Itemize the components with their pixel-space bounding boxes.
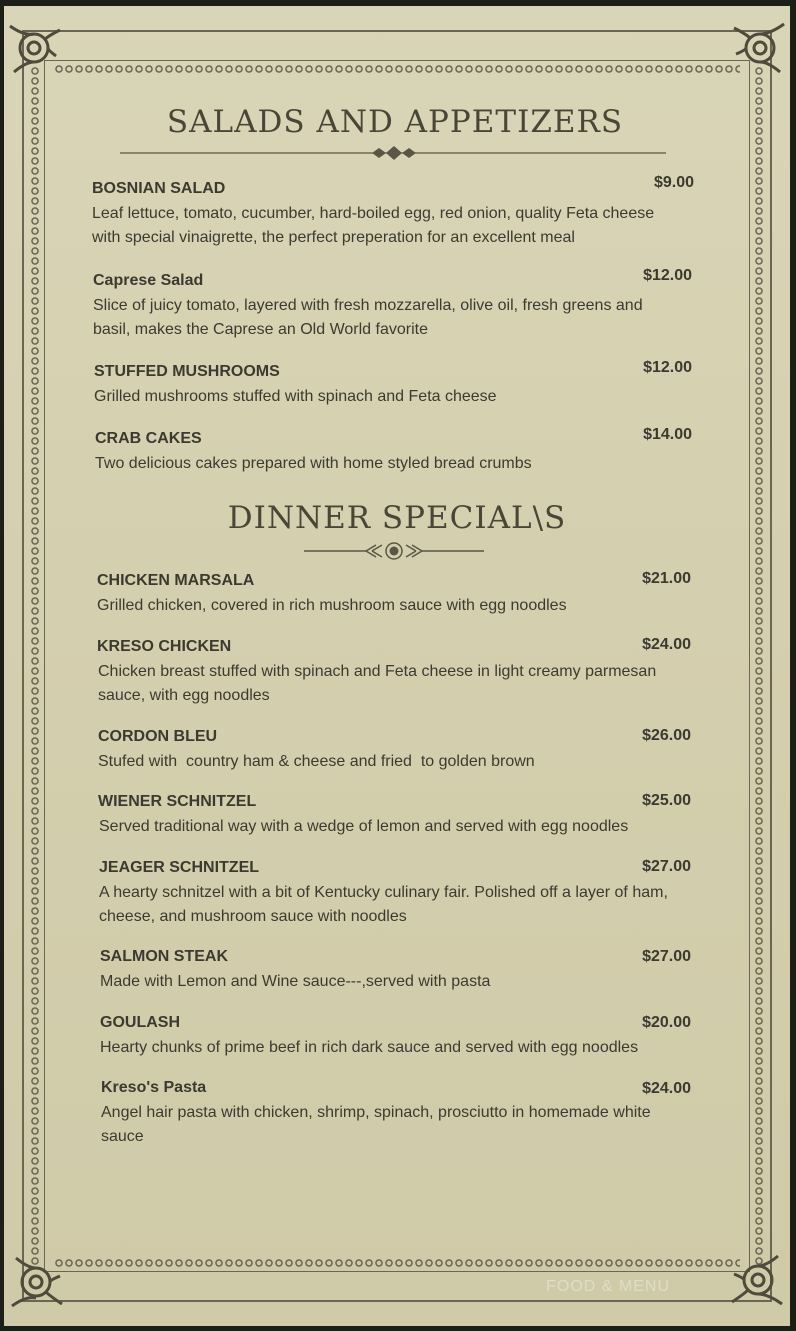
menu-item-price: $27.00 xyxy=(642,948,691,965)
menu-item-name: WIENER SCHNITZEL xyxy=(98,793,257,810)
menu-item-name: BOSNIAN SALAD xyxy=(92,180,226,197)
menu-item-price: $24.00 xyxy=(642,636,691,653)
menu-item-price: $12.00 xyxy=(643,359,692,376)
menu-item-description: Slice of juicy tomato, layered with fresh mozzarella, olive oil, fresh greens and basil, makes the Caprese an Old World favorite xyxy=(93,297,643,338)
chain-border-left xyxy=(30,66,40,1266)
menu-item-description: Stufed with country ham & cheese and fried to golden brown xyxy=(98,753,535,770)
menu-item-price: $9.00 xyxy=(653,174,694,191)
menu-item-price: $24.00 xyxy=(642,1080,691,1097)
menu-item-description: Hearty chunks of prime beef in rich dark sauce and served with egg noodles xyxy=(100,1039,639,1056)
menu-item-name: KRESO CHICKEN xyxy=(97,638,232,655)
title-divider-diamond xyxy=(120,144,666,162)
menu-item-description: Chicken breast stuffed with spinach and Feta cheese in light creamy parmesan sauce, with egg noodles xyxy=(98,663,657,704)
menu-item-description: A hearty schnitzel with a bit of Kentucky culinary fair. Polished off a layer of ham, cheese, and mushroom sauce with noodles xyxy=(99,884,668,925)
menu-item-description: Made with Lemon and Wine sauce---,served with pasta xyxy=(100,973,491,990)
watermark: FOOD & MENU xyxy=(546,1278,670,1295)
dinner-section-title: DINNER SPECIAL\S xyxy=(227,500,567,536)
menu-page xyxy=(4,6,790,1326)
menu-item-name: GOULASH xyxy=(100,1014,180,1031)
corner-ornament-bottom-left xyxy=(6,1246,76,1316)
menu-item-description: Two delicious cakes prepared with home styled bread crumbs xyxy=(95,455,532,472)
menu-item-name: STUFFED MUSHROOMS xyxy=(94,363,280,380)
chain-border-top xyxy=(54,64,740,74)
menu-item-name: CHICKEN MARSALA xyxy=(97,572,255,589)
menu-item-description: Leaf lettuce, tomato, cucumber, hard-boiled egg, red onion, quality Feta cheese with special vinaigrette, the perfect preperation for an excellent meal xyxy=(92,205,655,246)
menu-item-description: Grilled mushrooms stuffed with spinach and Feta cheese xyxy=(94,388,497,405)
title-divider-ornament xyxy=(304,540,484,562)
salads-section-title: SALADS AND APPETIZERS xyxy=(166,104,624,140)
menu-item-name: Caprese Salad xyxy=(93,272,204,289)
chain-border-right xyxy=(754,66,764,1266)
menu-item-price: $25.00 xyxy=(642,792,691,809)
menu-item-name: SALMON STEAK xyxy=(100,948,228,965)
menu-item-description: Grilled chicken, covered in rich mushroom sauce with egg noodles xyxy=(97,597,567,614)
menu-item-name: Kreso's Pasta xyxy=(101,1079,207,1096)
menu-item-price: $21.00 xyxy=(642,570,691,587)
corner-ornament-bottom-right xyxy=(718,1244,788,1314)
chain-border-bottom xyxy=(54,1258,740,1268)
menu-item-price: $20.00 xyxy=(642,1014,691,1031)
menu-item-price: $27.00 xyxy=(642,858,691,875)
menu-item-price: $14.00 xyxy=(643,426,692,443)
menu-item-description: Served traditional way with a wedge of lemon and served with egg noodles xyxy=(99,818,629,835)
menu-item-description: Angel hair pasta with chicken, shrimp, spinach, prosciutto in homemade white sauce xyxy=(101,1104,651,1145)
menu-item-name: CRAB CAKES xyxy=(95,430,202,447)
corner-ornament-top-left xyxy=(4,16,74,86)
menu-item-name: CORDON BLEU xyxy=(98,728,218,745)
menu-item-name: JEAGER SCHNITZEL xyxy=(99,859,260,876)
menu-item-price: $26.00 xyxy=(642,727,691,744)
corner-ornament-top-right xyxy=(720,14,790,84)
menu-item-price: $12.00 xyxy=(643,267,692,284)
